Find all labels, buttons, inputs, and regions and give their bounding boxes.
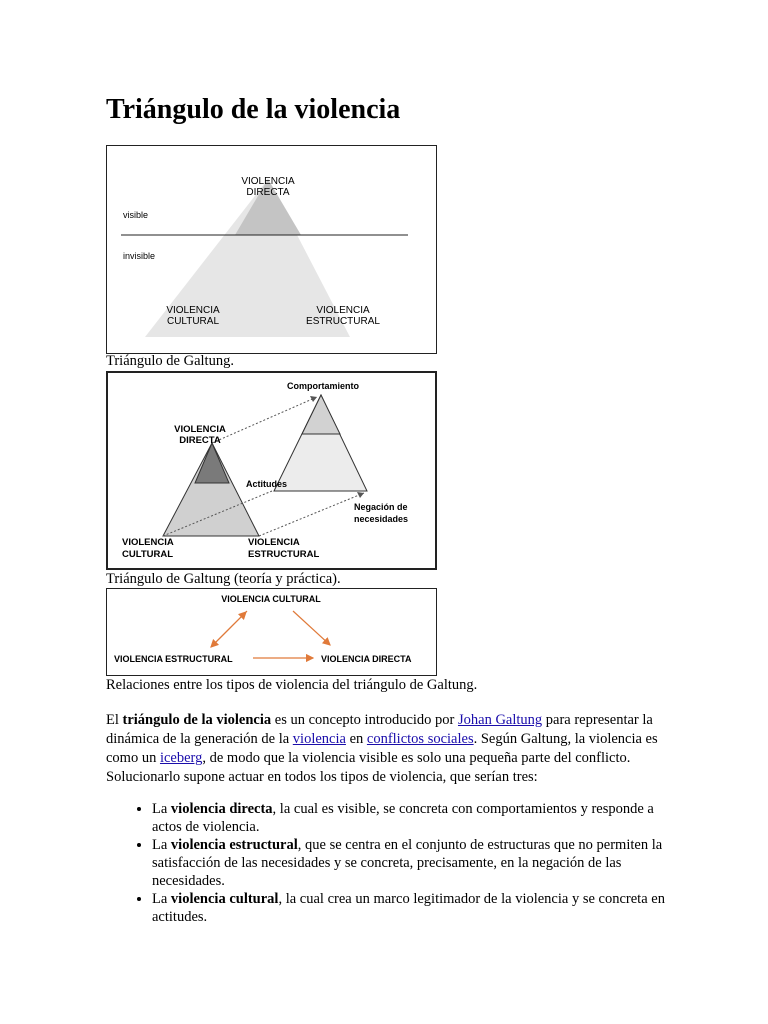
invisible-label: invisible — [123, 251, 156, 261]
cultural-label-1: VIOLENCIA — [166, 305, 220, 316]
link-johan-galtung[interactable]: Johan Galtung — [457, 712, 543, 728]
negacion-label-1: Negación de — [354, 502, 408, 512]
estructural-label-1: VIOLENCIA — [248, 537, 300, 548]
list-item: • La violencia directa, la cual es visible, se concreta con comportamientos y responde a actos de violencia. — [152, 800, 672, 836]
estructural-label-2: ESTRUCTURAL — [248, 549, 320, 560]
figure2-caption: Triángulo de Galtung (teoría y práctica). — [106, 571, 341, 587]
link-violencia[interactable]: violencia — [292, 731, 346, 747]
term-triangulo: triángulo de la violencia — [122, 712, 272, 728]
cultural-label-2: CULTURAL — [122, 549, 174, 560]
cultural-label-2: CULTURAL — [166, 316, 220, 327]
negacion-label-2: necesidades — [354, 514, 409, 524]
arrow-cultural-to-directa — [293, 611, 330, 645]
figure-galtung-triangle — [106, 145, 437, 354]
figure1-caption: Triángulo de Galtung. — [106, 353, 234, 369]
left-triangle-tip — [195, 443, 229, 483]
relation-arrows — [211, 611, 330, 658]
list-item: • La violencia estructural, que se centra en el conjunto de estructuras que no permiten la satisfacción de las necesidades y se concreta, precisamente, en la negación de las necesidades. — [152, 836, 672, 890]
directa-node: VIOLENCIA DIRECTA — [321, 654, 412, 664]
actitudes-label: Actitudes — [246, 479, 288, 489]
cultural-label-1: VIOLENCIA — [122, 537, 174, 548]
directa-label-2: DIRECTA — [246, 187, 290, 198]
intro-paragraph: El triángulo de la violencia es un concepto introducido por Johan Galtung para representar la dinámica de la generación de la violencia en conflictos sociales. Según Galtung, la violencia es como un iceberg, de modo que la violencia visible es solo una pequeña parte del conflicto. Solucionarlo supone actuar en todos los tipos de violencia, que serían tres: — [106, 712, 658, 785]
directa-label-1: VIOLENCIA — [174, 424, 226, 435]
link-iceberg[interactable]: iceberg — [159, 750, 203, 766]
cultural-node: VIOLENCIA CULTURAL — [221, 594, 321, 604]
list-item: • La violencia cultural, la cual crea un marco legitimador de la violencia y se concreta en actitudes. — [152, 890, 672, 926]
figure-violence-relations — [106, 588, 437, 676]
estructural-node: VIOLENCIA ESTRUCTURAL — [114, 654, 233, 664]
visible-label: visible — [123, 210, 149, 220]
estructural-label-1: VIOLENCIA — [316, 305, 370, 316]
page-title: Triángulo de la violencia — [106, 94, 401, 125]
directa-label-1: VIOLENCIA — [241, 176, 295, 187]
link-conflictos-sociales[interactable]: conflictos sociales — [366, 731, 474, 747]
directa-label-2: DIRECTA — [179, 435, 221, 446]
comportamiento-label: Comportamiento — [287, 381, 359, 391]
estructural-label-2: ESTRUCTURAL — [306, 316, 380, 327]
violence-types-list — [106, 800, 672, 926]
figure3-caption: Relaciones entre los tipos de violencia del triángulo de Galtung. — [106, 677, 478, 693]
figure-galtung-theory-practice — [106, 371, 437, 570]
